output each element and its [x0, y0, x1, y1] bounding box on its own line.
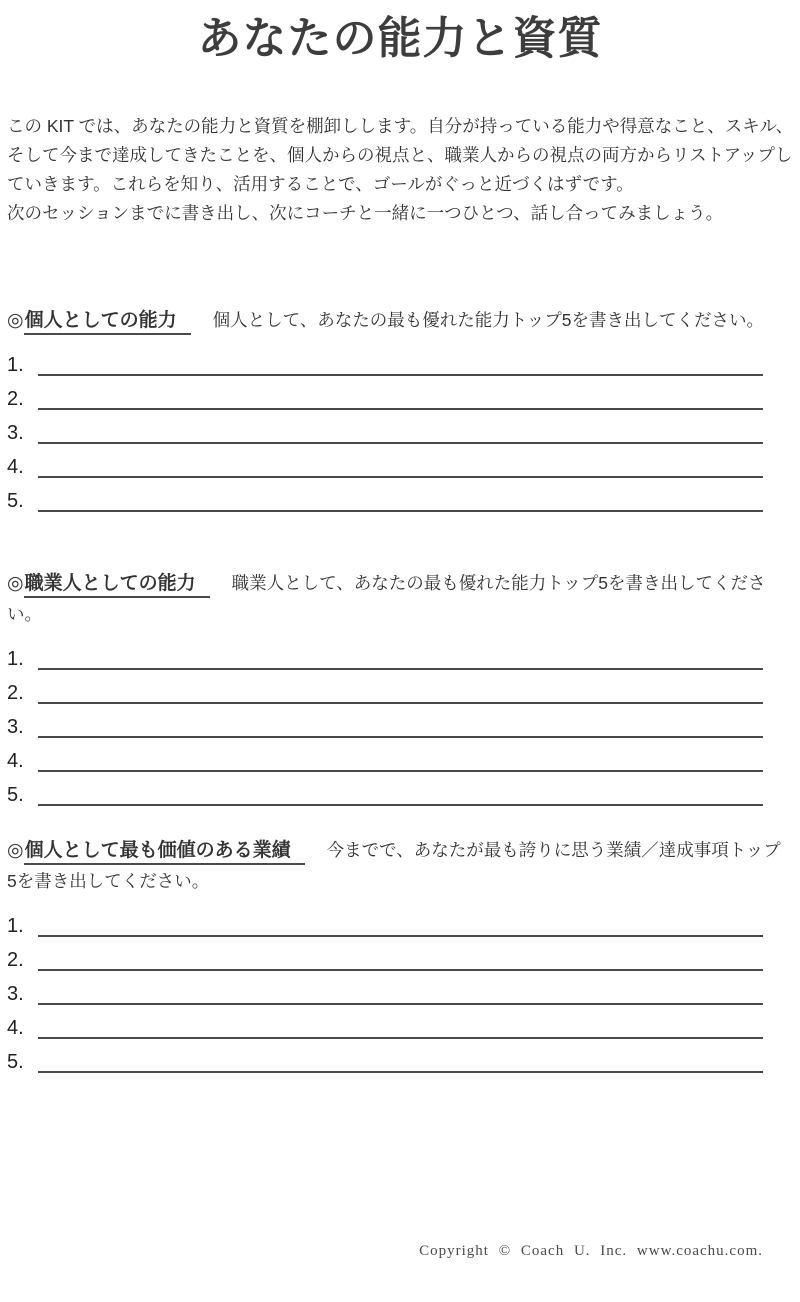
list-row	[7, 478, 763, 512]
item-number: 5.	[7, 1051, 24, 1073]
fill-in-list	[7, 636, 763, 806]
double-circle-marker-icon: ◎	[7, 840, 24, 861]
fill-in-line	[38, 702, 763, 738]
fill-in-line	[38, 1003, 763, 1039]
section-personal-abilities	[7, 305, 788, 512]
list-row	[7, 670, 763, 704]
section-heading: 個人として最も価値のある業績	[24, 840, 305, 865]
double-circle-marker-icon: ◎	[7, 310, 24, 331]
section-most-valuable-achievements	[7, 835, 788, 1073]
section-heading: 個人としての能力	[24, 310, 191, 335]
list-row	[7, 971, 763, 1005]
item-number: 2.	[7, 682, 24, 704]
intro-paragraph	[7, 112, 795, 228]
list-row	[7, 738, 763, 772]
section-prompt: 個人として、あなたの最も優れた能力トップ5を書き出してください。	[212, 310, 764, 330]
double-circle-marker-icon: ◎	[7, 573, 24, 594]
fill-in-line	[38, 901, 763, 937]
copyright-footer: Copyright © Coach U. Inc. www.coachu.com.	[419, 1243, 763, 1259]
fill-in-list	[7, 342, 763, 512]
intro-text-line: この KIT では、あなたの能力と資質を棚卸しします。自分が持っている能力や得意なこと、スキル、そして今まで達成してきたことを、個人からの視点と、職業人からの視点の両方からリストアップしていきます。これらを知り、活用することで、ゴールがぐっと近づくはずです。	[7, 116, 794, 194]
section-prompt: 今までで、あなたが最も誇りに思う業績／達成事項トップ5を書き出してください。	[7, 840, 781, 891]
list-row	[7, 704, 763, 738]
page-title: あなたの能力と資質	[197, 14, 603, 63]
fill-in-line	[38, 668, 763, 704]
list-row	[7, 1005, 763, 1039]
item-number: 5.	[7, 784, 24, 806]
fill-in-line	[38, 770, 763, 806]
fill-in-line	[38, 736, 763, 772]
item-number: 5.	[7, 490, 24, 512]
list-row	[7, 342, 763, 376]
fill-in-line	[38, 476, 763, 512]
item-number: 4.	[7, 456, 24, 478]
list-row	[7, 772, 763, 806]
fill-in-line	[38, 969, 763, 1005]
item-number: 1.	[7, 915, 24, 937]
list-row	[7, 937, 763, 971]
list-row	[7, 1039, 763, 1073]
item-number: 2.	[7, 949, 24, 971]
fill-in-line	[38, 442, 763, 478]
fill-in-line	[38, 374, 763, 410]
list-row	[7, 903, 763, 937]
fill-in-line	[38, 340, 763, 376]
list-row	[7, 410, 763, 444]
intro-text-line: 次のセッションまでに書き出し、次にコーチと一緒に一つひとつ、話し合ってみましょう。	[7, 203, 724, 223]
section-heading-row	[7, 835, 788, 897]
section-heading-row	[7, 568, 788, 630]
item-number: 4.	[7, 750, 24, 772]
fill-in-line	[38, 935, 763, 971]
fill-in-list	[7, 903, 763, 1073]
section-prompt: 職業人として、あなたの最も優れた能力トップ5を書き出してください。	[7, 573, 766, 624]
item-number: 2.	[7, 388, 24, 410]
item-number: 1.	[7, 354, 24, 376]
list-row	[7, 636, 763, 670]
section-heading: 職業人としての能力	[24, 573, 210, 598]
item-number: 1.	[7, 648, 24, 670]
fill-in-line	[38, 634, 763, 670]
section-heading-row	[7, 305, 788, 336]
list-row	[7, 444, 763, 478]
item-number: 4.	[7, 1017, 24, 1039]
item-number: 3.	[7, 422, 24, 444]
fill-in-line	[38, 408, 763, 444]
fill-in-line	[38, 1037, 763, 1073]
item-number: 3.	[7, 983, 24, 1005]
section-professional-abilities	[7, 568, 788, 806]
list-row	[7, 376, 763, 410]
item-number: 3.	[7, 716, 24, 738]
